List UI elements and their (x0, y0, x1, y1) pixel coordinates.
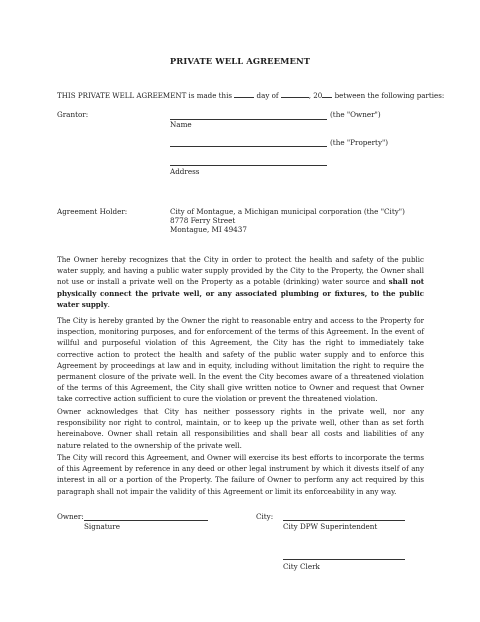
city-signature-label: City: (256, 512, 274, 521)
grantor-label: Grantor: (57, 110, 89, 119)
paragraph-1 (57, 254, 424, 310)
paragraph-1-bold: shall not physically connect the private well, or any associated plumbing or fixtures, to the public water supply (57, 277, 424, 309)
day-blank[interactable] (234, 91, 254, 98)
owner-suffix: (the "Owner") (330, 110, 381, 119)
intro-text-1: THIS PRIVATE WELL AGREEMENT is made this (57, 91, 233, 100)
paragraph-4: The City will record this Agreement, and Owner will exercise its best efforts to incorporate the terms of this Agreement by reference in any deed or other legal instrument by which it divests itself of any interest in all or a portion of the Property. The failure of Owner to perform any act required by this paragraph shall not impair the validity of this Agreement or limit its enforceability in any way. (57, 453, 424, 496)
paragraph-1-end: . (107, 299, 110, 309)
property-suffix: (the "Property") (330, 138, 389, 147)
year-blank[interactable] (322, 91, 332, 98)
city-clerk-caption: City Clerk (283, 562, 320, 571)
city-superintendent-line[interactable] (283, 520, 405, 521)
paragraph-2: The City is hereby granted by the Owner the right to reasonable entry and access to the Property for inspection, monitoring purposes, and for enforcement of the terms of this Agreement. In the event of willful and purposeful violation of this Agreement, the City has the right to immediately take corrective action to protect the health and safety of the public water supply and to enforce this Agreement by proceedings at law and in equity, including without limitation the right to require the permanent closure of the private well. In the event the City becomes aware of a threatened violation of the terms of this Agreement, the City shall give written notice to Owner and request that Owner take corrective action sufficient to cure the violation or prevent the threatened violation. (57, 316, 424, 404)
name-caption: Name (170, 120, 192, 129)
owner-name-line[interactable] (170, 119, 327, 120)
address-line[interactable] (170, 165, 327, 166)
property-line[interactable] (170, 146, 327, 147)
month-blank[interactable] (281, 91, 309, 98)
city-clerk-line[interactable] (283, 559, 405, 560)
paragraph-1-text: The Owner hereby recognizes that the City in order to protect the health and safety of the public water supply, and having a public water supply provided by the City to the Property, the Owner shall not use or install a private well on the Property as a potable (drinking) water source and (57, 255, 424, 287)
address-caption: Address (170, 167, 200, 176)
document-title: PRIVATE WELL AGREEMENT (169, 56, 311, 66)
owner-signature-label: Owner: (57, 512, 84, 521)
holder-line-1: City of Montague, a Michigan municipal corporation (the "City") (170, 207, 405, 216)
holder-label: Agreement Holder: (57, 207, 128, 216)
holder-line-3: Montague, MI 49437 (170, 225, 247, 234)
holder-line-2: 8778 Ferry Street (170, 216, 236, 225)
intro-text-4: between the following parties: (334, 91, 445, 100)
owner-signature-caption: Signature (84, 522, 120, 531)
intro-text-3: , 20 (308, 91, 323, 100)
owner-signature-line[interactable] (84, 520, 208, 521)
city-superintendent-caption: City DPW Superintendent (283, 522, 378, 531)
intro-text-2: day of (256, 91, 279, 100)
intro-line (57, 91, 444, 101)
paragraph-3: Owner acknowledges that City has neither possessory rights in the private well, nor any responsibility nor right to control, maintain, or to keep up the private well, other than as set forth hereinabove. Owner shall retain all responsibilities and shall bear all costs and liabilities of any nature related to the ownership of the private well. (57, 407, 424, 450)
